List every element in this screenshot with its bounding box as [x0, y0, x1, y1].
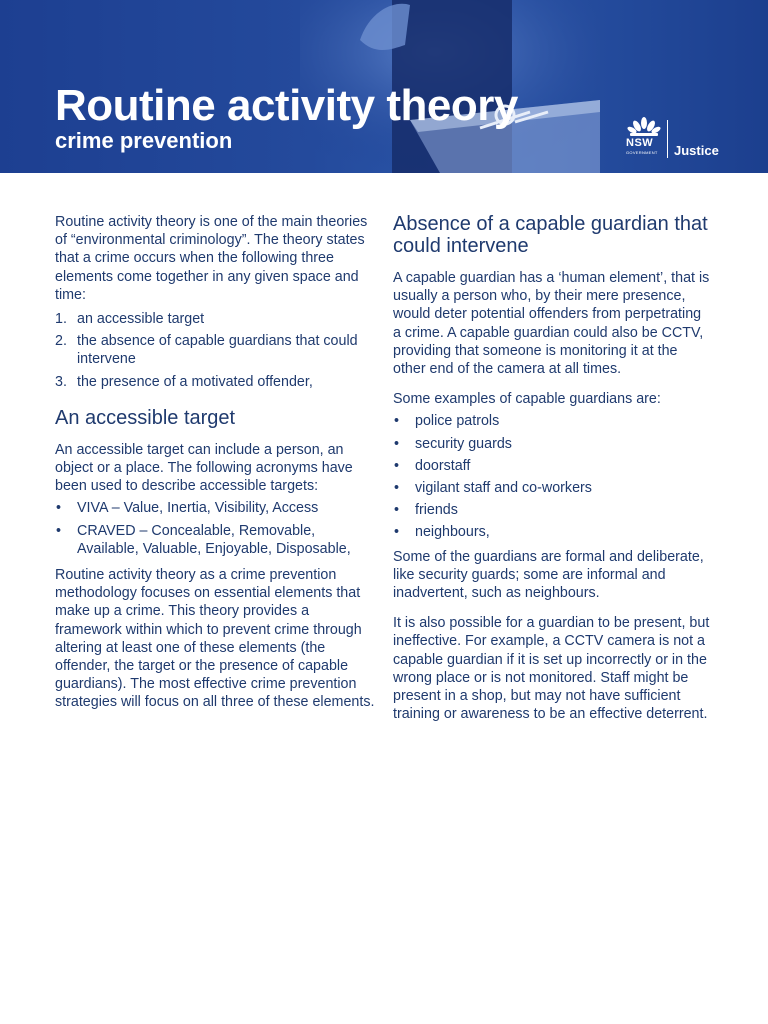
list-item [55, 373, 375, 391]
list-item [393, 479, 713, 497]
intro-paragraph: Routine activity theory is one of the main theories of “environmental criminology”. The theory states that a crime occurs when the following three elements come together in any given space and time: [55, 214, 368, 303]
list-text: vigilant staff and co-workers [415, 480, 592, 497]
section-heading: Absence of a capable guardian that could intervene [393, 213, 708, 257]
bullet-icon: • [394, 413, 400, 430]
waratah-icon [626, 117, 662, 137]
list-item [393, 501, 713, 519]
government-label: GOVERNMENT [626, 150, 658, 155]
guardian-examples-list [393, 412, 713, 541]
list-item [393, 435, 713, 453]
bullet-icon: • [394, 457, 400, 474]
right-column [393, 213, 713, 723]
left-column [55, 213, 375, 712]
list-text: police patrols [415, 413, 500, 430]
paragraph: A capable guardian has a ‘human element’, that is usually a person who, by their mere presence, would deter potential offenders from perpetrating a crime. A capable guardian could also be CCTV, providing that someone is monitoring it at the other end of the camera at all times. [393, 270, 710, 378]
list-item [393, 412, 713, 430]
justice-label: Justice [674, 143, 719, 158]
bullet-icon: • [394, 435, 400, 452]
list-text: neighbours, [415, 524, 490, 541]
list-item [393, 457, 713, 475]
paragraph: Some of the guardians are formal and deliberate, like security guards; some are informal and inadvertent, such as neighbours. [393, 548, 704, 602]
list-item [55, 499, 375, 517]
bullet-icon: • [394, 524, 400, 541]
list-text: doorstaff [415, 457, 471, 474]
list-item [393, 523, 713, 541]
bullet-icon: • [56, 500, 62, 517]
page-subtitle: crime prevention [55, 128, 233, 153]
elements-list [55, 310, 375, 391]
list-item [55, 332, 375, 368]
list-text: CRAVED – Concealable, Removable, Available, Valuable, Enjoyable, Disposable, [77, 522, 351, 557]
bullet-icon: • [56, 522, 62, 539]
list-number: 3. [55, 373, 67, 390]
list-text: the absence of capable guardians that could intervene [77, 333, 358, 368]
paragraph: An accessible target can include a person, an object or a place. The following acronyms have been used to describe accessible targets: [55, 441, 353, 495]
list-item [55, 310, 375, 328]
page-title: Routine activity theory [55, 81, 518, 130]
list-text: the presence of a motivated offender, [77, 373, 313, 390]
paragraph: It is also possible for a guardian to be present, but ineffective. For example, a CCTV camera is not a capable guardian if it is set up incorrectly or in the wrong place or is not monitored. Staff might be present in a shop, but may not have sufficient training or awareness to be an effective deterrent. [393, 615, 710, 723]
list-text: friends [415, 502, 458, 519]
nsw-label: NSW [626, 137, 654, 149]
logo-divider [667, 120, 668, 158]
list-text: VIVA – Value, Inertia, Visibility, Access [77, 500, 319, 517]
list-text: security guards [415, 435, 512, 452]
list-number: 2. [55, 333, 67, 350]
section-heading: An accessible target [55, 406, 236, 429]
paragraph: Routine activity theory as a crime prevention methodology focuses on essential elements that make up a crime. This theory provides a framework within which to prevent crime through altering at least one of these elements (the offender, the target or the presence of capable guardians). The most effective crime prevention strategies will focus on all three of these elements. [55, 567, 375, 711]
paragraph: Some examples of capable guardians are: [393, 391, 661, 408]
acronym-list [55, 499, 375, 558]
bullet-icon: • [394, 502, 400, 519]
list-text: an accessible target [77, 311, 205, 328]
list-number: 1. [55, 311, 67, 328]
bullet-icon: • [394, 480, 400, 497]
nsw-justice-logo [624, 117, 734, 163]
list-item [55, 522, 375, 558]
header-banner [0, 0, 768, 173]
